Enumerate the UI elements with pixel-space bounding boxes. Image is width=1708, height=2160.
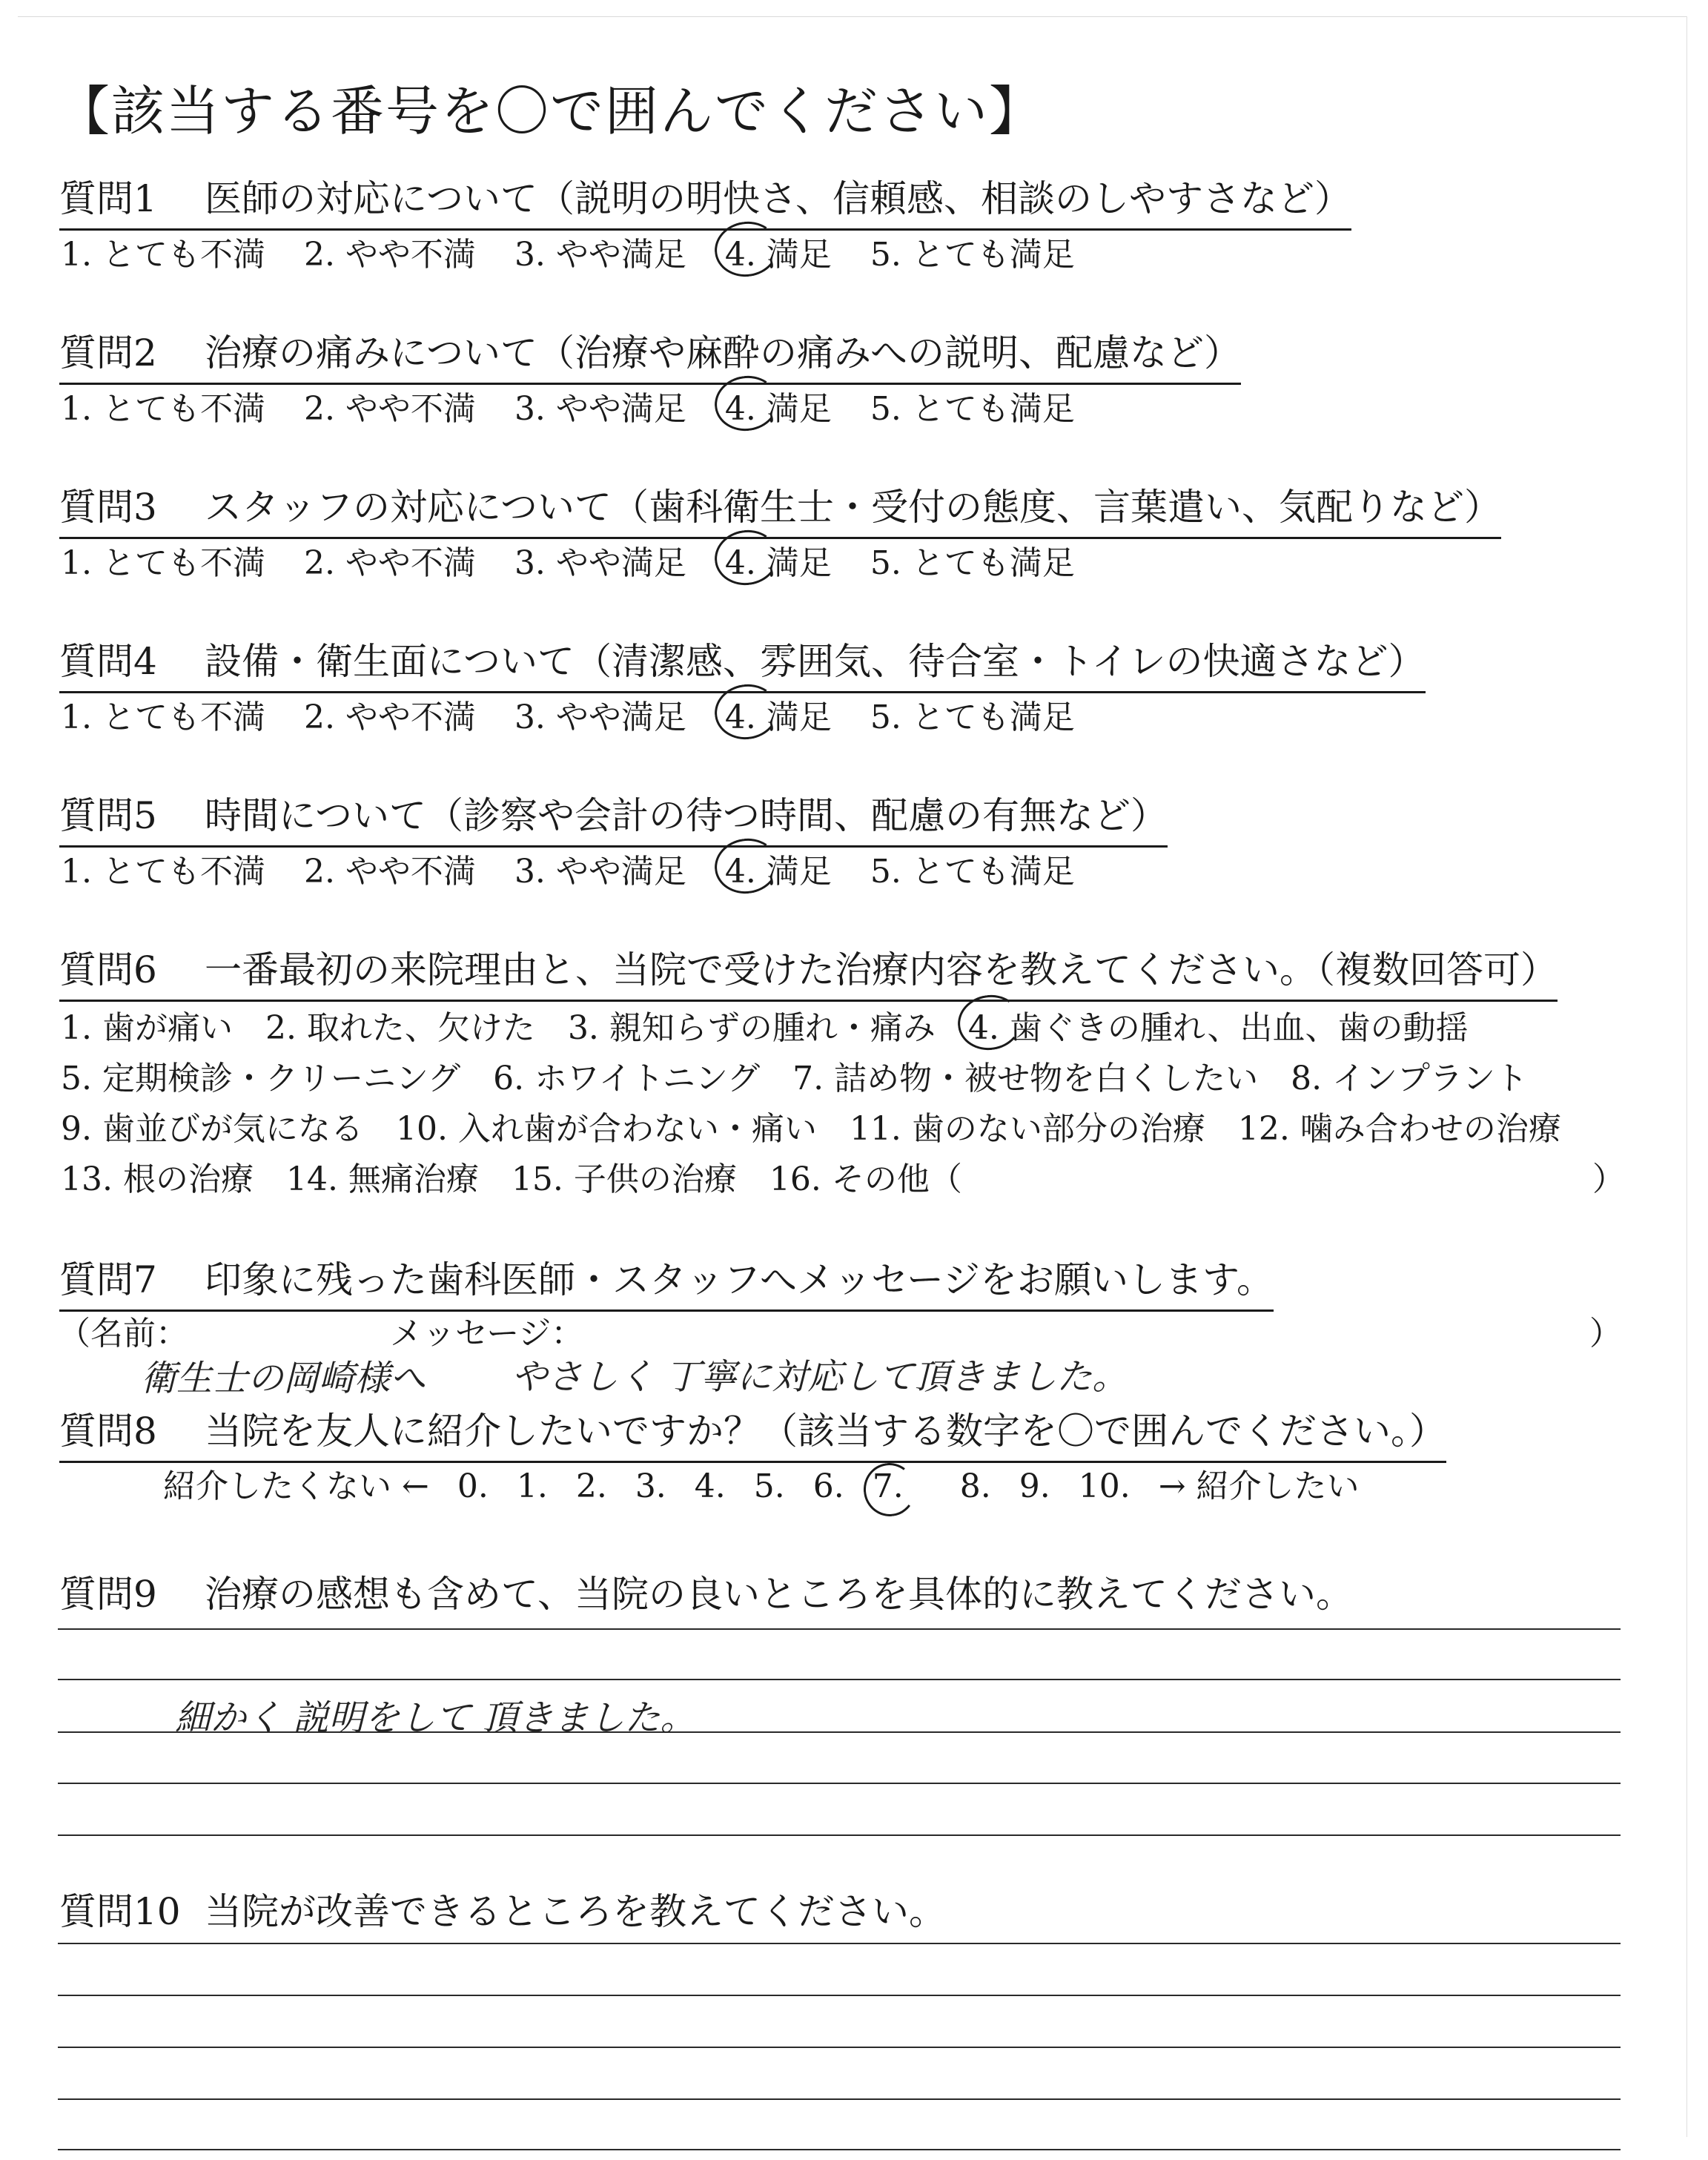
option-1[interactable]: 1. とても不満 [61,390,265,428]
scale-3[interactable]: 3. [635,1467,666,1505]
question-number: 質問10 [59,1890,181,1933]
answer-line [58,1679,1621,1680]
question-text: 時間について（診察や会計の待つ時間、配慮の有無など） [205,794,1168,837]
option-1[interactable]: 1. とても不満 [61,236,265,274]
question-6-heading [59,940,1558,1002]
reason-6[interactable]: 6. ホワイトニング [493,1060,761,1097]
question-number: 質問2 [59,331,157,374]
question-number: 質問7 [59,1258,157,1301]
question-text: スタッフの対応について（歯科衛生士・受付の態度、言葉遣い、気配りなど） [205,486,1501,529]
reason-3[interactable]: 3. 親知らずの腫れ・痛み [567,1009,936,1047]
close-paren: ） [1592,1160,1625,1198]
option-2[interactable]: 2. やや不満 [303,390,476,428]
question-number: 質問9 [59,1573,157,1616]
scale-6[interactable]: 6. [812,1467,844,1505]
question-number: 質問4 [59,640,157,683]
question-6-row-3 [61,1102,1594,1149]
question-1-options [61,228,1113,275]
question-number: 質問6 [59,948,157,991]
question-6-row-4 [61,1152,1625,1200]
scale-right-label: → 紹介したい [1158,1467,1360,1505]
option-3[interactable]: 3. やや満足 [514,544,686,582]
answer-line [58,2047,1621,2048]
question-text: 当院が改善できるところを教えてください。 [205,1890,946,1933]
option-3[interactable]: 3. やや満足 [514,698,686,736]
page-top-edge [18,16,1687,17]
question-2-heading [59,323,1241,385]
name-label: （名前： [58,1315,188,1353]
question-text: 医師の対応について（説明の明快さ、信頼感、相談のしやすさなど） [205,177,1351,220]
reason-13[interactable]: 13. 根の治療 [61,1160,254,1198]
option-4-selected[interactable]: 4. 満足 [725,536,832,584]
reason-15[interactable]: 15. 子供の治療 [511,1160,737,1198]
question-4-options [61,690,1113,738]
question-3-options [61,536,1113,584]
reason-14[interactable]: 14. 無痛治療 [285,1160,479,1198]
reason-4-selected[interactable]: 4. 歯ぐきの腫れ、出血、歯の動揺 [968,1001,1469,1048]
answer-line [58,1943,1621,1944]
selection-circle [860,1459,918,1519]
option-3[interactable]: 3. やや満足 [514,236,686,274]
question-text: 一番最初の来院理由と、当院で受けた治療内容を教えてください。（複数回答可） [205,948,1558,991]
reason-12[interactable]: 12. 噛み合わせの治療 [1237,1110,1561,1148]
reason-11[interactable]: 11. 歯のない部分の治療 [849,1110,1205,1148]
reason-16[interactable]: 16. その他（ [769,1160,962,1198]
answer-line [58,1995,1621,1996]
scale-10[interactable]: 10. [1078,1467,1131,1505]
question-8-heading [59,1401,1446,1463]
question-7-fields [58,1307,1622,1354]
option-2[interactable]: 2. やや不満 [303,544,476,582]
option-1[interactable]: 1. とても不満 [61,544,265,582]
question-text: 治療の感想も含めて、当院の良いところを具体的に教えてください。 [205,1573,1353,1616]
scale-4[interactable]: 4. [694,1467,726,1505]
scale-8[interactable]: 8. [959,1467,991,1505]
form-title: 【該当する番号を〇で囲んでください】 [56,80,1045,142]
scale-9[interactable]: 9. [1019,1467,1050,1505]
scale-left-label: 紹介したくない ← [163,1467,429,1505]
answer-line [58,1834,1621,1836]
question-text: 当院を友人に紹介したいですか？（該当する数字を〇で囲んでください。） [205,1410,1446,1453]
scale-2[interactable]: 2. [575,1467,607,1505]
reason-1[interactable]: 1. 歯が痛い [61,1009,233,1047]
question-3-heading [59,478,1501,539]
question-1-heading [59,169,1351,231]
scale-0[interactable]: 0. [457,1467,489,1505]
question-5-options [61,845,1113,892]
recommend-scale [163,1459,1388,1507]
option-5[interactable]: 5. とても満足 [870,236,1075,274]
option-5[interactable]: 5. とても満足 [870,544,1075,582]
answer-line [58,1783,1621,1784]
question-7-heading [59,1250,1274,1312]
question-number: 質問1 [59,177,157,220]
option-5[interactable]: 5. とても満足 [870,698,1075,736]
question-text: 印象に残った歯科医師・スタッフへメッセージをお願いします。 [205,1258,1274,1301]
question-text: 設備・衛生面について（清潔感、雰囲気、待合室・トイレの快適さなど） [205,640,1426,683]
answer-line [58,1628,1621,1630]
close-paren: ） [1589,1315,1622,1353]
question-number: 質問3 [59,486,157,529]
question-6-row-2 [61,1051,1560,1099]
handwritten-name[interactable]: 衛生士の岡崎様へ [141,1358,426,1399]
question-2-options [61,382,1113,429]
option-2[interactable]: 2. やや不満 [303,698,476,736]
option-4-selected[interactable]: 4. 満足 [725,690,832,738]
option-4-selected[interactable]: 4. 満足 [725,382,832,429]
reason-8[interactable]: 8. インプラント [1291,1060,1529,1097]
answer-line [58,2149,1621,2150]
question-5-heading [59,786,1168,848]
option-2[interactable]: 2. やや不満 [303,236,476,274]
reason-9[interactable]: 9. 歯並びが気になる [61,1110,363,1148]
option-5[interactable]: 5. とても満足 [870,853,1075,891]
option-5[interactable]: 5. とても満足 [870,390,1075,428]
option-4-selected[interactable]: 4. 満足 [725,228,832,275]
option-1[interactable]: 1. とても不満 [61,698,265,736]
question-9-heading [59,1565,1353,1624]
question-number: 質問8 [59,1410,157,1453]
option-2[interactable]: 2. やや不満 [303,853,476,891]
option-1[interactable]: 1. とても不満 [61,853,265,891]
reason-2[interactable]: 2. 取れた、欠けた [265,1009,535,1047]
option-3[interactable]: 3. やや満足 [514,853,686,891]
scale-1[interactable]: 1. [516,1467,548,1505]
option-4-selected[interactable]: 4. 満足 [725,845,832,892]
scale-7-selected[interactable]: 7. [873,1467,932,1505]
question-text: 治療の痛みについて（治療や麻酔の痛みへの説明、配慮など） [205,331,1241,374]
question-number: 質問5 [59,794,157,837]
answer-line [58,2098,1621,2100]
question-6-row-1 [61,1001,1501,1048]
handwritten-message[interactable]: やさしく 丁寧に対応して頂きました。 [512,1356,1128,1398]
reason-10[interactable]: 10. 入れ歯が合わない・痛い [395,1110,817,1148]
question-10-heading [59,1882,946,1941]
reason-7[interactable]: 7. 詰め物・被せ物を白くしたい [792,1060,1259,1097]
reason-5[interactable]: 5. 定期検診・クリーニング [61,1060,461,1097]
option-3[interactable]: 3. やや満足 [514,390,686,428]
handwritten-answer[interactable]: 細かく 説明をして 頂きました。 [175,1697,696,1739]
message-label: メッセージ： [390,1315,584,1353]
scale-5[interactable]: 5. [753,1467,785,1505]
